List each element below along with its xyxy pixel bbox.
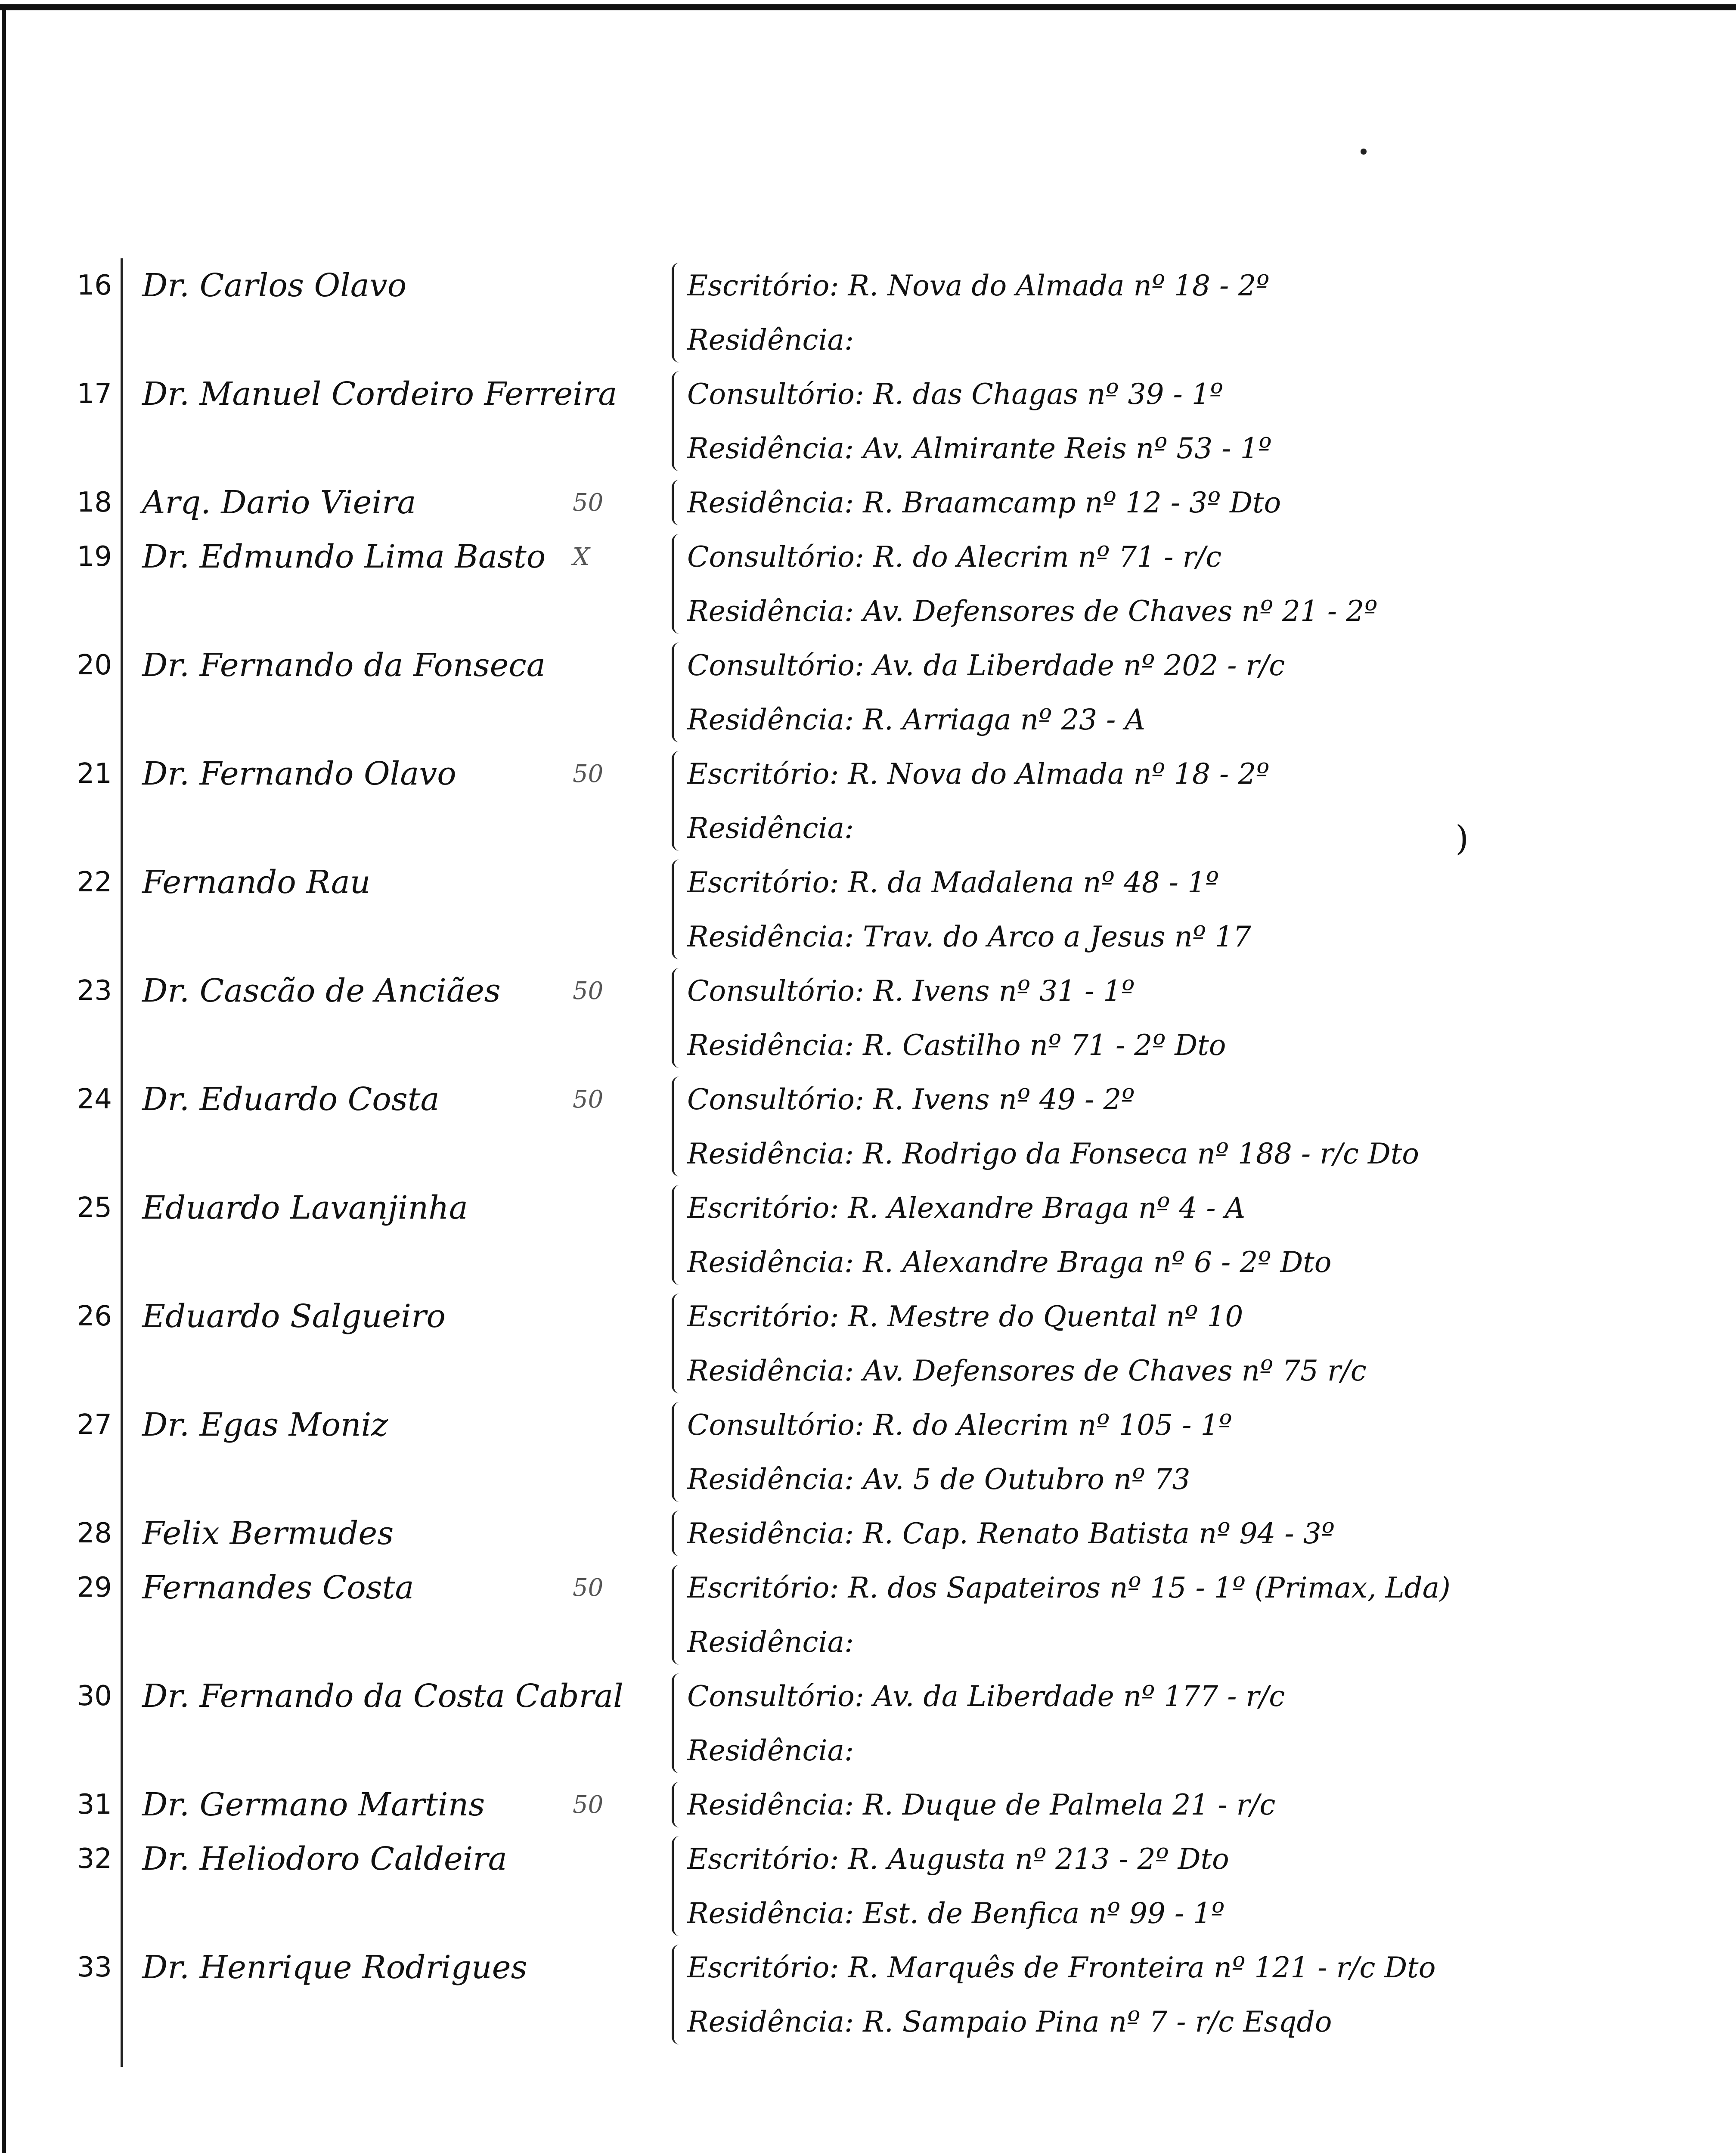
entry-name: Arq. Dario Vieira (142, 484, 416, 521)
address-line: Residência: Av. Defensores de Chaves nº 21 - 2º (687, 594, 1378, 628)
entry-name: Fernando Rau (142, 864, 371, 901)
address-line: Residência: (687, 811, 854, 845)
list-entry (56, 1289, 1520, 1398)
address-line: Escritório: R. Augusta nº 213 - 2º Dto (687, 1842, 1229, 1876)
address-block (672, 475, 1524, 530)
address-block (672, 1289, 1524, 1398)
address-block (672, 638, 1524, 747)
list-entry (56, 367, 1520, 475)
brace-mark (672, 751, 683, 851)
address-line: Escritório: R. Nova do Almada nº 18 - 2º (687, 757, 1270, 791)
entry-name: Dr. Manuel Cordeiro Ferreira (142, 375, 617, 413)
entry-name: Dr. Henrique Rodrigues (142, 1949, 527, 1986)
list-entry (56, 747, 1520, 855)
brace-mark (672, 1185, 683, 1285)
entry-name: Eduardo Salgueiro (142, 1298, 446, 1335)
address-block (672, 747, 1524, 855)
entry-name: Dr. Carlos Olavo (142, 267, 407, 304)
entry-number: 20 (77, 649, 112, 681)
entry-number: 18 (77, 487, 112, 518)
address-line: Consultório: R. das Chagas nº 39 - 1º (687, 377, 1223, 411)
brace-mark (672, 534, 683, 634)
entry-number: 25 (77, 1192, 112, 1224)
address-line: Residência: Av. Almirante Reis nº 53 - 1º (687, 431, 1272, 465)
address-block (672, 1832, 1524, 1940)
address-block (672, 1940, 1524, 2049)
address-line: Escritório: R. da Madalena nº 48 - 1º (687, 866, 1219, 899)
address-block (672, 1560, 1524, 1669)
address-line: Consultório: R. do Alecrim nº 105 - 1º (687, 1408, 1232, 1442)
list-entry (56, 1778, 1520, 1832)
entry-name: Dr. Heliodoro Caldeira (142, 1840, 507, 1877)
entry-mark: 50 (573, 488, 604, 517)
address-line: Residência: Av. Defensores de Chaves nº 75 r/c (687, 1354, 1367, 1387)
list-entry (56, 258, 1520, 367)
entry-number: 19 (77, 541, 112, 573)
entry-name: Fernandes Costa (142, 1569, 414, 1606)
entry-name: Felix Bermudes (142, 1515, 394, 1552)
entry-mark: 50 (573, 1085, 604, 1114)
entry-mark: X (573, 543, 590, 571)
address-line: Consultório: Av. da Liberdade nº 202 - r/c (687, 648, 1285, 682)
brace-mark (672, 1076, 683, 1176)
address-line: Residência: (687, 1625, 854, 1659)
address-line: Residência: R. Sampaio Pina nº 7 - r/c Esqdo (687, 2005, 1332, 2038)
address-line: Escritório: R. dos Sapateiros nº 15 - 1º (Primax, Lda) (687, 1571, 1451, 1604)
brace-mark (672, 371, 683, 471)
entry-number: 22 (77, 866, 112, 898)
address-line: Residência: R. Rodrigo da Fonseca nº 188 - r/c Dto (687, 1137, 1420, 1170)
address-block (672, 1778, 1524, 1832)
address-line: Residência: R. Castilho nº 71 - 2º Dto (687, 1028, 1226, 1062)
entry-number: 17 (77, 378, 112, 410)
brace-mark (672, 1836, 683, 1936)
entry-mark: 50 (573, 760, 604, 788)
entry-number: 21 (77, 758, 112, 790)
brace-mark (672, 1402, 683, 1502)
entry-number: 28 (77, 1517, 112, 1549)
entry-mark: 50 (573, 977, 604, 1005)
address-block (672, 1181, 1524, 1289)
entry-number: 32 (77, 1843, 112, 1875)
list-entry (56, 638, 1520, 747)
entry-mark: 50 (573, 1790, 604, 1819)
brace-mark (672, 263, 683, 363)
list-entry (56, 475, 1520, 530)
page-top-edge (0, 4, 1736, 10)
entry-number: 30 (77, 1680, 112, 1712)
entry-name: Eduardo Lavanjinha (142, 1189, 468, 1226)
entry-number: 33 (77, 1951, 112, 1983)
list-entry (56, 1669, 1520, 1778)
entry-number: 16 (77, 270, 112, 301)
address-line: Consultório: R. Ivens nº 49 - 2º (687, 1083, 1135, 1116)
address-line: Residência: Trav. do Arco a Jesus nº 17 (687, 920, 1251, 953)
address-block (672, 1072, 1524, 1181)
address-line: Residência: R. Duque de Palmela 21 - r/c (687, 1788, 1276, 1821)
address-line: Consultório: R. do Alecrim nº 71 - r/c (687, 540, 1222, 574)
entry-name: Dr. Germano Martins (142, 1786, 485, 1823)
address-line: Residência: Est. de Benfica nº 99 - 1º (687, 1896, 1225, 1930)
entry-number: 29 (77, 1572, 112, 1604)
entry-name: Dr. Edmundo Lima Basto (142, 538, 546, 575)
address-block (672, 1669, 1524, 1778)
address-line: Residência: R. Arriaga nº 23 - A (687, 703, 1146, 736)
page-left-edge (2, 4, 6, 2153)
address-line: Residência: Av. 5 de Outubro nº 73 (687, 1462, 1190, 1496)
ink-dot (1361, 149, 1367, 155)
entry-number: 23 (77, 975, 112, 1007)
entry-name: Dr. Eduardo Costa (142, 1081, 440, 1118)
entry-name: Dr. Fernando Olavo (142, 755, 456, 792)
address-line: Residência: (687, 1734, 854, 1767)
list-entry (56, 530, 1520, 638)
address-block (672, 855, 1524, 964)
list-entry (56, 1072, 1520, 1181)
address-line: Escritório: R. Nova do Almada nº 18 - 2º (687, 269, 1270, 302)
brace-mark (672, 1782, 683, 1827)
entry-name: Dr. Fernando da Costa Cabral (142, 1678, 623, 1715)
entry-mark: 50 (573, 1573, 604, 1602)
address-line: Escritório: R. Marquês de Fronteira nº 121 - r/c Dto (687, 1951, 1436, 1984)
list-entry (56, 855, 1520, 964)
brace-mark (672, 1294, 683, 1393)
address-line: Residência: R. Cap. Renato Batista nº 94 - 3º (687, 1517, 1335, 1550)
entry-number: 26 (77, 1300, 112, 1332)
address-block (672, 964, 1524, 1072)
address-line: Consultório: Av. da Liberdade nº 177 - r/c (687, 1679, 1285, 1713)
address-line: Residência: R. Braamcamp nº 12 - 3º Dto (687, 486, 1281, 519)
list-entry (56, 964, 1520, 1072)
entry-name: Dr. Egas Moniz (142, 1406, 388, 1443)
address-block (672, 367, 1524, 475)
list-entry (56, 1506, 1520, 1560)
entry-name: Dr. Fernando da Fonseca (142, 647, 546, 684)
list-entry (56, 1940, 1520, 2049)
address-line: Residência: (687, 323, 854, 357)
brace-mark (672, 1511, 683, 1556)
address-block (672, 1398, 1524, 1506)
list-entry (56, 1398, 1520, 1506)
address-block (672, 258, 1524, 367)
address-line: Consultório: R. Ivens nº 31 - 1º (687, 974, 1135, 1008)
address-line: Residência: R. Alexandre Braga nº 6 - 2º Dto (687, 1245, 1332, 1279)
address-block (672, 1506, 1524, 1560)
entry-number: 24 (77, 1083, 112, 1115)
address-line: Escritório: R. Alexandre Braga nº 4 - A (687, 1191, 1246, 1225)
entry-number: 27 (77, 1409, 112, 1441)
address-line: Escritório: R. Mestre do Quental nº 10 (687, 1300, 1243, 1333)
brace-mark (672, 1673, 683, 1773)
entry-name: Dr. Cascão de Anciães (142, 972, 501, 1009)
brace-mark (672, 968, 683, 1068)
list-entry (56, 1832, 1520, 1940)
margin-mark: ) (1455, 818, 1469, 858)
brace-mark (672, 1565, 683, 1665)
list-entry (56, 1560, 1520, 1669)
entry-number: 31 (77, 1789, 112, 1821)
brace-mark (672, 1945, 683, 2044)
address-block (672, 530, 1524, 638)
address-list (56, 258, 1520, 2049)
brace-mark (672, 642, 683, 742)
brace-mark (672, 480, 683, 525)
brace-mark (672, 859, 683, 959)
list-entry (56, 1181, 1520, 1289)
